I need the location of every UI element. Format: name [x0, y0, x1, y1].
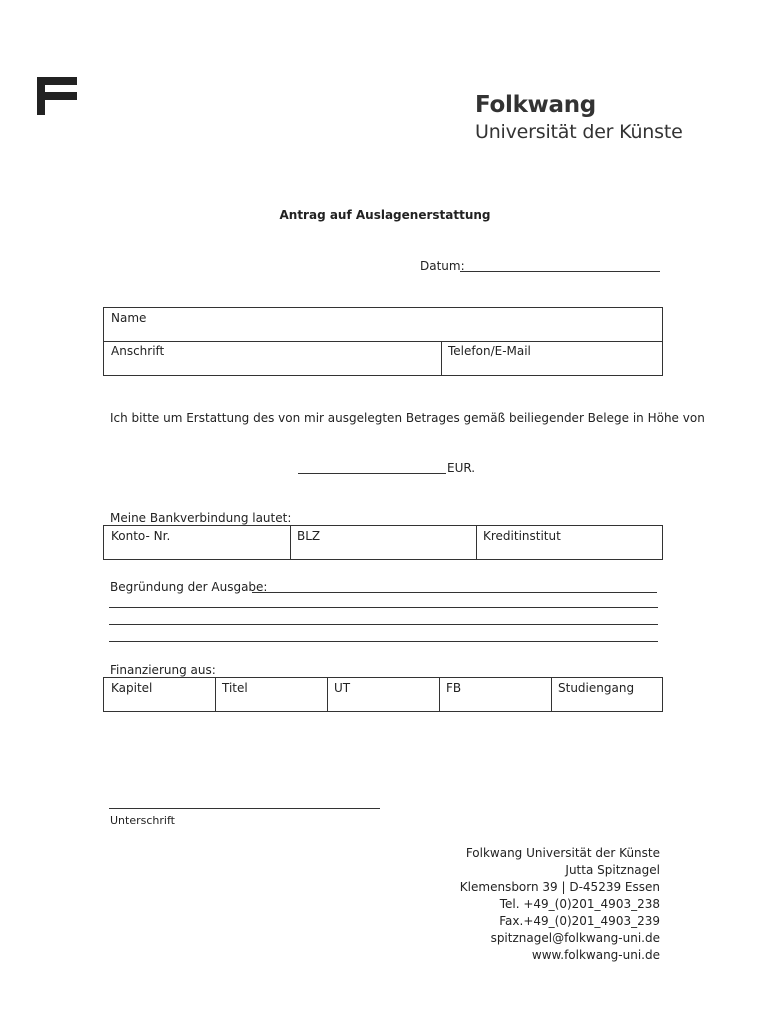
studiengang-label: Studiengang — [558, 681, 635, 695]
signature-line[interactable] — [109, 808, 380, 809]
reason-label: Begründung der Ausgabe: — [110, 580, 268, 594]
account-number-label: Konto- Nr. — [111, 529, 171, 543]
fb-field[interactable] — [439, 678, 551, 711]
contact-line: Jutta Spitznagel — [565, 863, 660, 877]
contact-line: Tel. +49_(0)201_4903_238 — [499, 897, 660, 911]
bank-heading: Meine Bankverbindung lautet: — [110, 511, 292, 525]
funding-heading: Finanzierung aus: — [110, 663, 216, 677]
reason-line-4[interactable] — [109, 641, 658, 642]
contact-label: Telefon/E-Mail — [448, 344, 531, 358]
reason-line-3[interactable] — [109, 624, 658, 625]
amount-field[interactable] — [298, 473, 446, 474]
fb-label: FB — [446, 681, 462, 695]
address-field[interactable] — [104, 341, 441, 375]
contact-field[interactable] — [441, 341, 662, 375]
funding-table — [103, 677, 663, 712]
address-label: Anschrift — [111, 344, 165, 358]
reason-line-2[interactable] — [109, 607, 658, 608]
contact-website[interactable]: www.folkwang-uni.de — [531, 948, 660, 962]
ut-field[interactable] — [327, 678, 439, 711]
name-field[interactable] — [104, 308, 662, 341]
name-label: Name — [111, 311, 147, 325]
titel-label: Titel — [222, 681, 248, 695]
bank-institute-label: Kreditinstitut — [483, 529, 561, 543]
person-table — [103, 307, 663, 376]
bank-table — [103, 525, 663, 560]
titel-field[interactable] — [215, 678, 327, 711]
kapitel-field[interactable] — [104, 678, 215, 711]
datum-field[interactable] — [460, 271, 660, 272]
ut-label: UT — [334, 681, 351, 695]
contact-email[interactable]: spitznagel@folkwang-uni.de — [490, 931, 660, 945]
kapitel-label: Kapitel — [111, 681, 153, 695]
folkwang-logo-icon — [37, 77, 77, 115]
brand-subtitle: Universität der Künste — [475, 121, 683, 143]
contact-line: Klemensborn 39 | D-45239 Essen — [459, 880, 660, 894]
currency-label: EUR. — [447, 461, 476, 475]
brand-name: Folkwang — [475, 92, 596, 118]
blz-field[interactable] — [290, 526, 476, 559]
blz-label: BLZ — [297, 529, 321, 543]
account-number-field[interactable] — [104, 526, 290, 559]
contact-line: Folkwang Universität der Künste — [465, 846, 660, 860]
form-title: Antrag auf Auslagenerstattung — [279, 208, 491, 222]
contact-line: Fax.+49_(0)201_4903_239 — [499, 914, 660, 928]
datum-label: Datum: — [420, 259, 465, 273]
contact-block — [460, 845, 660, 964]
signature-label: Unterschrift — [110, 814, 175, 827]
request-text: Ich bitte um Erstattung des von mir ausgelegten Betrages gemäß beiliegender Belege in Höhe von — [110, 411, 705, 425]
reason-line-1[interactable] — [252, 592, 657, 593]
studiengang-field[interactable] — [551, 678, 662, 711]
bank-institute-field[interactable] — [476, 526, 662, 559]
